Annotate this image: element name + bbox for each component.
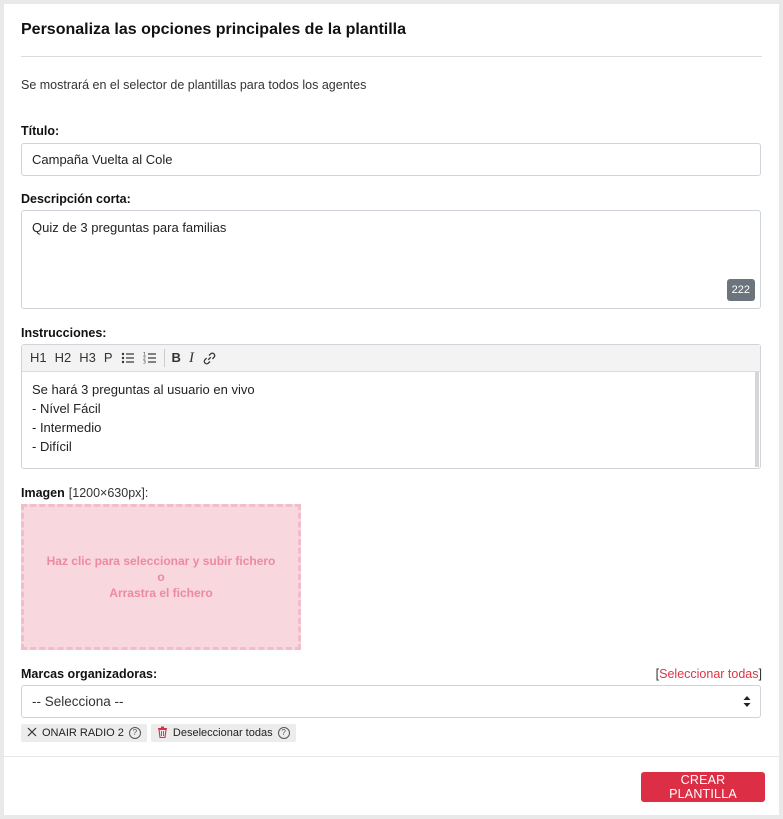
bracket-open: [ (655, 667, 660, 681)
dropzone-text-click: Haz clic para seleccionar y subir fichero (46, 554, 276, 568)
dropzone-text-drag: Arrastra el fichero (109, 586, 213, 600)
brands-select[interactable] (21, 685, 761, 718)
deselect-all-label: Deseleccionar todas (172, 727, 273, 739)
trash-icon (157, 726, 168, 741)
link-icon[interactable] (198, 348, 221, 368)
toolbar-separator (164, 349, 165, 367)
select-all-control (656, 667, 762, 681)
footer-divider (4, 756, 779, 757)
description-text: Quiz de 3 preguntas para familias (32, 220, 227, 235)
italic-button[interactable]: I (188, 350, 194, 366)
instructions-label: Instrucciones: (21, 326, 107, 340)
title-label: Título: (21, 124, 60, 138)
heading2-button[interactable]: H2 (54, 350, 72, 365)
character-counter-badge: 222 (727, 279, 755, 301)
brand-tag-label: ONAIR RADIO 2 (42, 727, 124, 739)
brands-select-value: -- Selecciona -- (32, 694, 124, 709)
description-textarea[interactable] (21, 210, 761, 309)
title-input[interactable]: Campaña Vuelta al Cole (21, 143, 761, 176)
svg-text:3: 3 (142, 360, 146, 365)
svg-text:2: 2 (142, 356, 146, 362)
instruction-line: Se hará 3 preguntas al usuario en vivo (32, 382, 255, 397)
instruction-line: - Nível Fácil (32, 401, 101, 416)
bold-button[interactable]: B (171, 350, 181, 365)
close-icon[interactable] (27, 727, 37, 740)
brands-label: Marcas organizadoras: (21, 667, 158, 681)
description-label: Descripción corta: (21, 192, 131, 206)
image-dropzone[interactable] (21, 504, 301, 650)
help-icon[interactable]: ? (129, 727, 141, 739)
template-options-card (4, 4, 779, 815)
paragraph-button[interactable]: P (103, 350, 113, 365)
svg-text:1: 1 (142, 352, 146, 358)
instructions-content[interactable] (22, 372, 760, 464)
deselect-all-tag[interactable] (151, 724, 296, 742)
image-label-text: Imagen (21, 486, 65, 500)
bullet-list-icon[interactable] (117, 348, 139, 368)
create-template-button[interactable]: CREAR PLANTILLA (641, 772, 765, 802)
dropzone-text-or: o (157, 570, 165, 584)
heading3-button[interactable]: H3 (79, 350, 96, 365)
select-caret-icon (743, 686, 751, 730)
divider (21, 56, 762, 57)
editor-toolbar (22, 345, 760, 372)
page-title: Personaliza las opciones principales de la plantilla (21, 21, 407, 38)
instructions-editor (21, 344, 761, 469)
instruction-line: - Intermedio (32, 420, 102, 435)
editor-scrollbar[interactable] (755, 372, 759, 467)
bracket-close: ] (758, 667, 762, 681)
brand-tag (21, 724, 147, 742)
select-all-link[interactable]: Seleccionar todas (659, 667, 759, 681)
help-icon[interactable]: ? (278, 727, 290, 739)
selected-brands (21, 724, 296, 742)
image-size-hint: [1200×630px]: (68, 486, 149, 500)
page-subtitle: Se mostrará en el selector de plantillas para todos los agentes (21, 78, 367, 92)
image-label (21, 486, 148, 500)
heading1-button[interactable]: H1 (30, 350, 47, 365)
numbered-list-icon[interactable] (139, 348, 161, 368)
instruction-line: - Difícil (32, 439, 72, 454)
